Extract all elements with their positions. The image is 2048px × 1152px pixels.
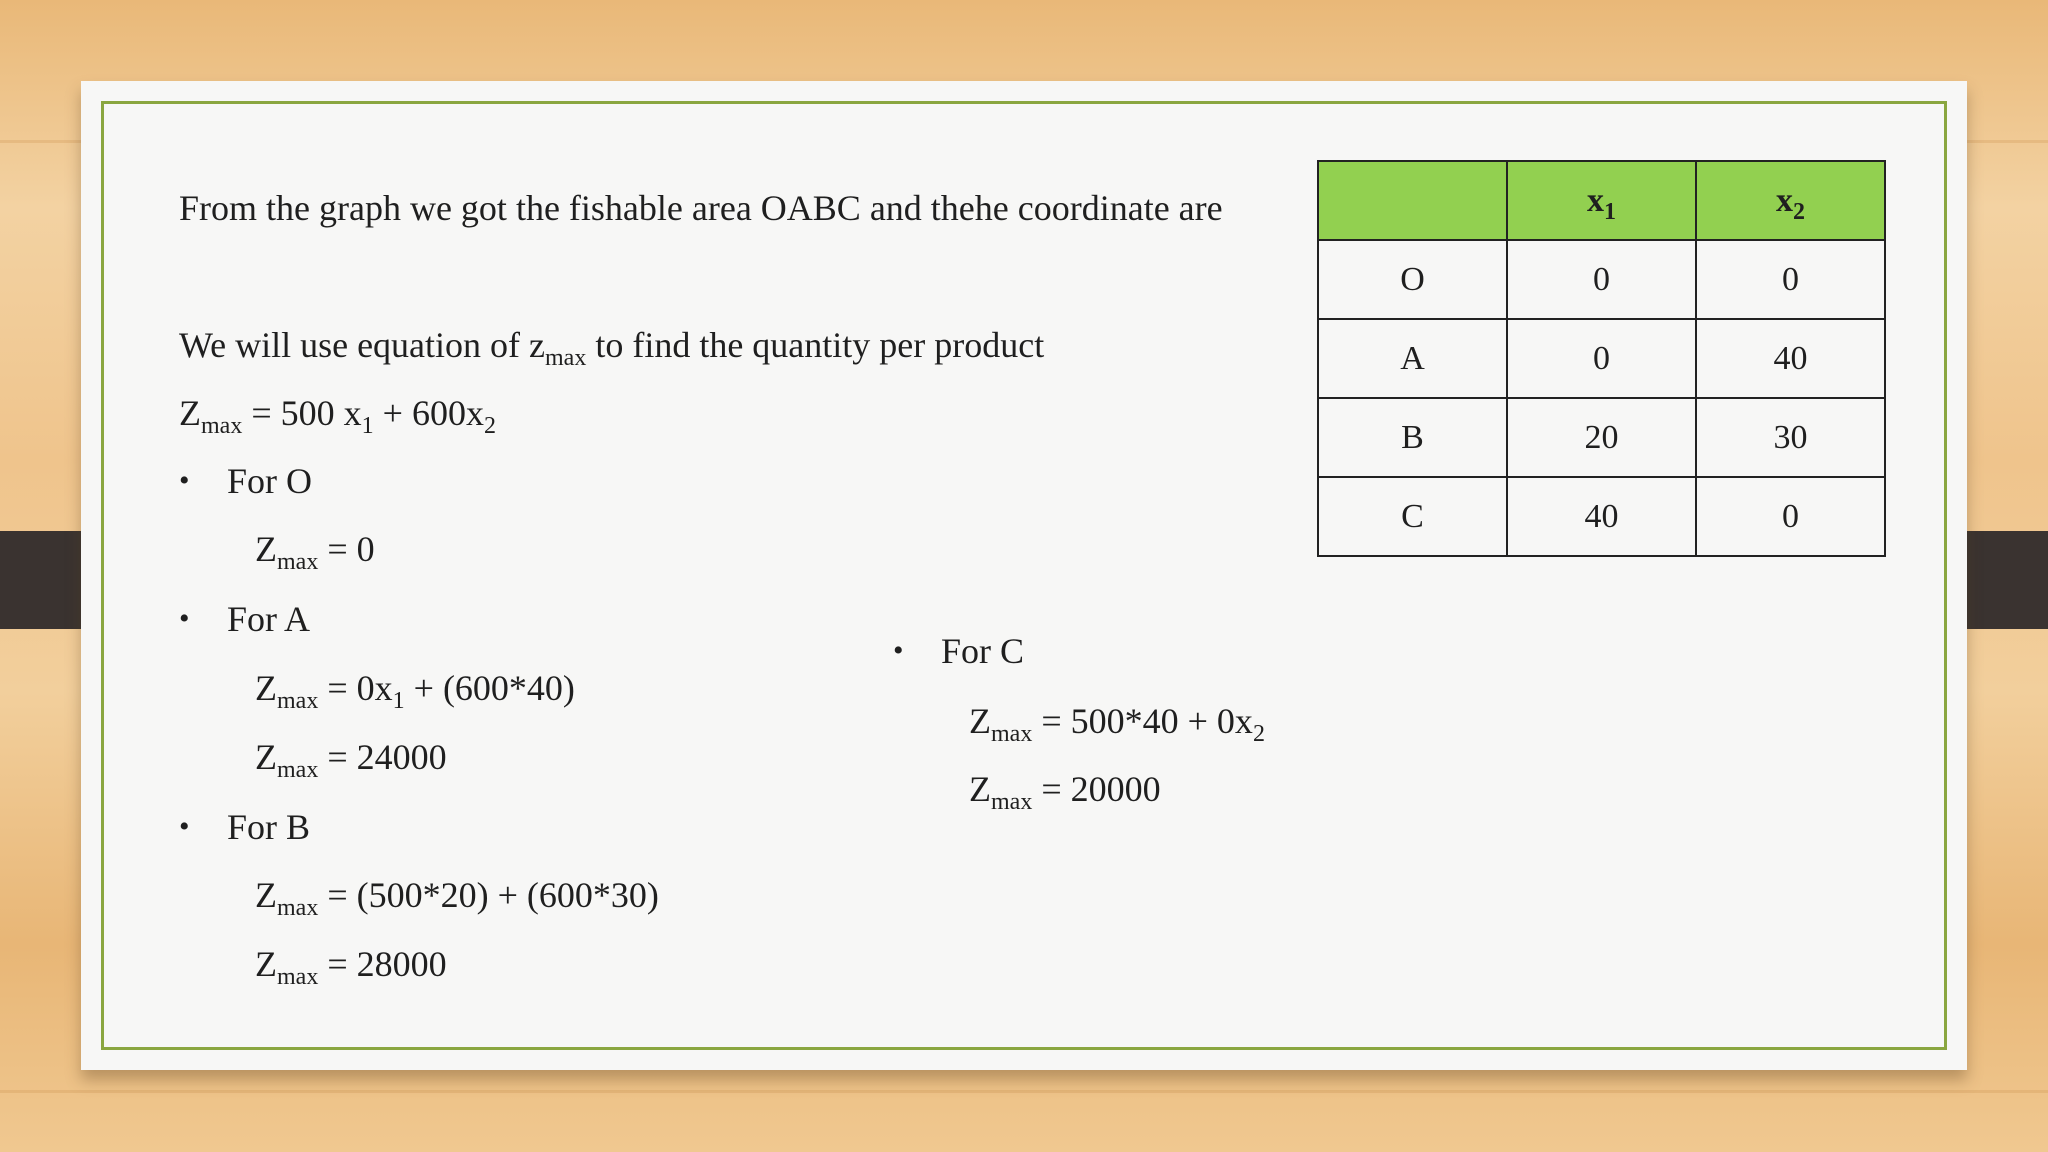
table-cell-x1: 40 <box>1507 477 1696 556</box>
table-cell-x2: 0 <box>1696 477 1885 556</box>
table-header-x2: $x_2$ <box>1696 161 1885 240</box>
point-a-eq2: $Z_{max} = 24000$ <box>255 737 447 783</box>
table-header-row <box>1318 161 1885 240</box>
point-c-eq1: $Z_{max} = 500*40 + 0x_2$ <box>969 701 1265 747</box>
table-header-blank <box>1318 161 1507 240</box>
table-header-x1: $x_1$ <box>1507 161 1696 240</box>
point-c-eq2: $Z_{max} = 20000$ <box>969 769 1161 815</box>
table-cell-x2: 40 <box>1696 319 1885 398</box>
point-c-label: For C <box>941 631 1025 671</box>
table-cell-point: B <box>1318 398 1507 477</box>
table-row <box>1318 398 1885 477</box>
bullet-b: • <box>179 810 190 843</box>
slide-paper <box>81 81 1967 1070</box>
table-cell-x2: 30 <box>1696 398 1885 477</box>
table-cell-x1: 0 <box>1507 240 1696 319</box>
method-text: We will use equation of $z_{max}$ to find the quantity per product <box>179 325 1045 371</box>
table-row <box>1318 240 1885 319</box>
point-o-label: For O <box>227 461 313 501</box>
wood-grain <box>0 1090 2048 1093</box>
point-b-eq1: $Z_{max} = (500*20) + (600*30)$ <box>255 875 659 921</box>
bullet-a: • <box>179 602 190 635</box>
bullet-c: • <box>893 634 904 667</box>
table-cell-point: C <box>1318 477 1507 556</box>
objective-equation: $Z_{max} = 500$ $x_1 + 600x_2$ <box>179 393 496 439</box>
point-o-eq: $Z_{max} = 0$ <box>255 529 375 575</box>
table-cell-x1: 20 <box>1507 398 1696 477</box>
coordinate-table <box>1317 160 1886 557</box>
bullet-o: • <box>179 464 190 497</box>
point-a-eq1: $Z_{max} = 0x_1 + (600*40)$ <box>255 668 575 714</box>
intro-text: From the graph we got the fishable area OABC and thehe coordinate are <box>179 188 1223 228</box>
table-cell-x1: 0 <box>1507 319 1696 398</box>
table-row <box>1318 477 1885 556</box>
table-cell-x2: 0 <box>1696 240 1885 319</box>
point-b-eq2: $Z_{max} = 28000$ <box>255 944 447 990</box>
table-cell-point: O <box>1318 240 1507 319</box>
point-a-label: For A <box>227 599 311 639</box>
table-row <box>1318 319 1885 398</box>
table-cell-point: A <box>1318 319 1507 398</box>
point-b-label: For B <box>227 807 311 847</box>
